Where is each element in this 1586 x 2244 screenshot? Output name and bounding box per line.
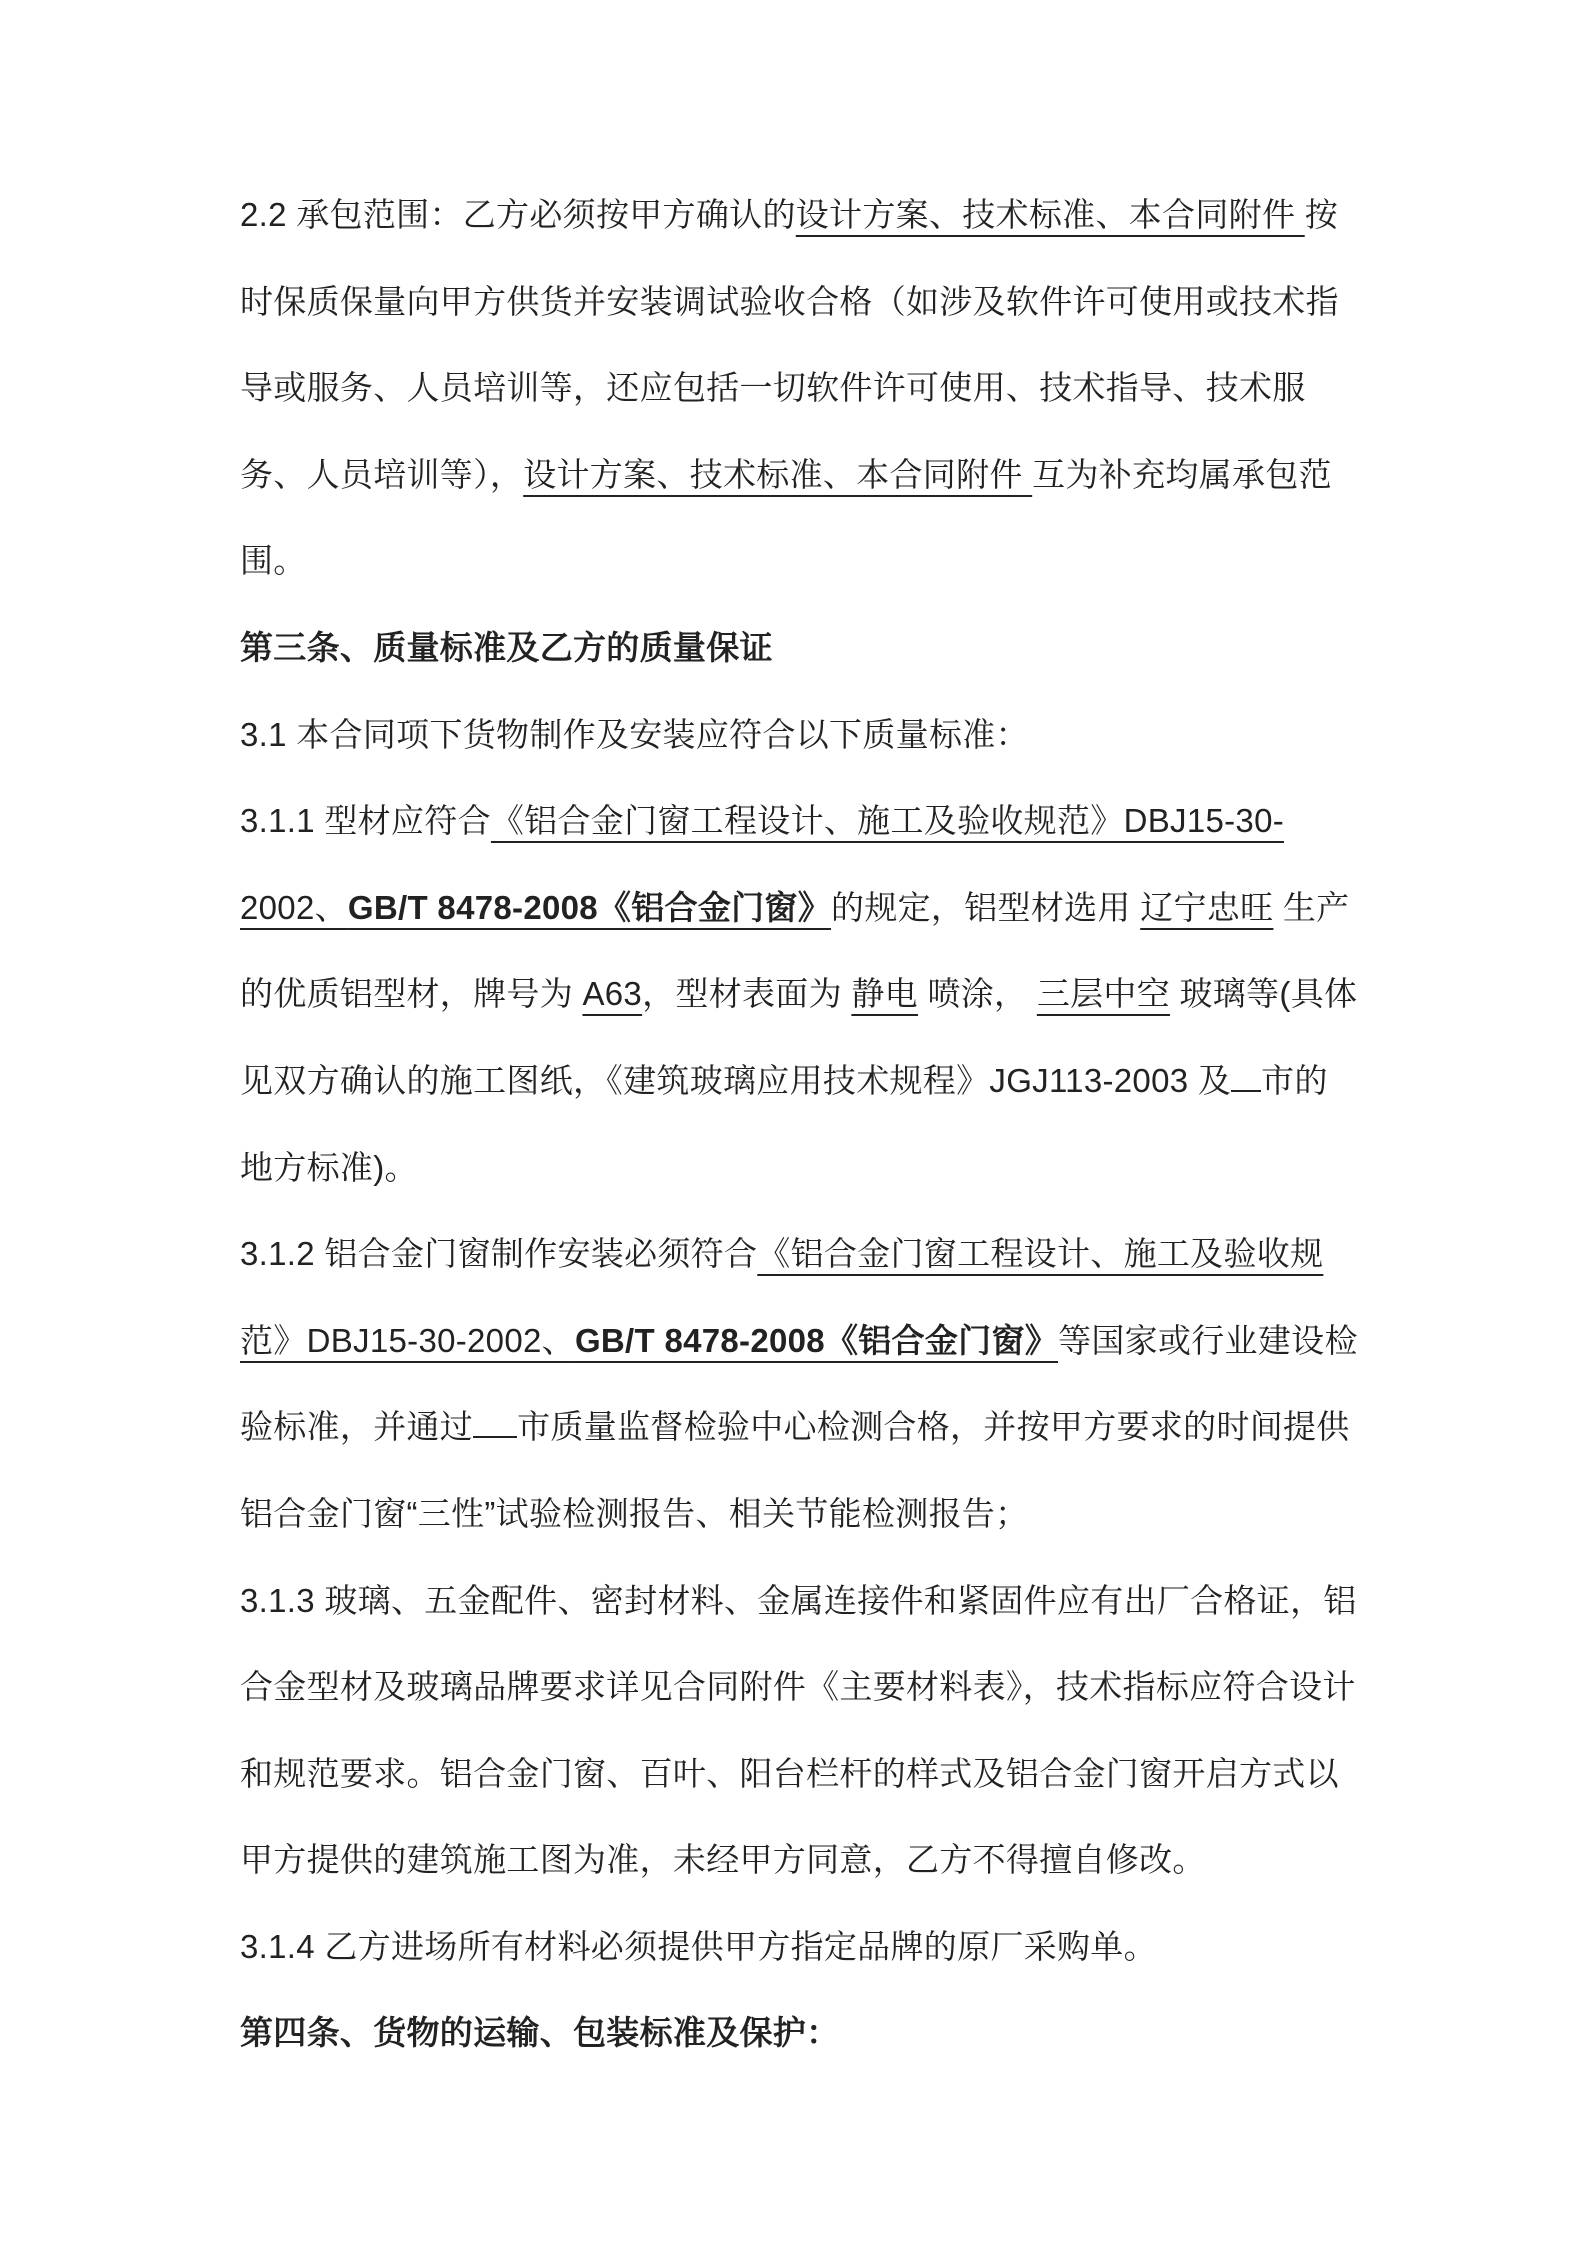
- clause-3-1-1-profile-brand: 辽宁忠旺: [1140, 888, 1274, 926]
- clause-3-1-4: 3.1.4 乙方进场所有材料必须提供甲方指定品牌的原厂采购单。: [240, 1927, 1157, 1965]
- article-4-heading: 第四条、货物的运输、包装标准及保护：: [240, 2014, 840, 2052]
- clause-3-1-1-text-4: ，型材表面为: [642, 975, 852, 1013]
- clause-2-2-text-2: 按时保质保量向甲方供货并安装调试验收合格（如涉及软件许可使用或技术指导或服务、人员培训等，还应包括一切软件许可使用、技术指导、技术服务、人员培训等），: [240, 196, 1339, 493]
- clause-3-1-2-city-blank: [473, 1402, 517, 1438]
- clause-3-1-2-text-1: 3.1.2 铝合金门窗制作安装必须符合: [240, 1235, 758, 1273]
- clause-2-2-filled-scope-1: 设计方案、技术标准、本合同附件: [795, 196, 1305, 233]
- clause-3-1-1-standard-ref-part-2: GB/T 8478-2008《铝合金门窗》: [347, 888, 832, 926]
- clause-2-2-text-3: 互为补充均属承包范围。: [240, 455, 1332, 580]
- clause-2-2-text-1: 2.2 承包范围：乙方必须按甲方确认的: [240, 196, 796, 233]
- clause-2-2-filled-scope-2: 设计方案、技术标准、本合同附件: [523, 455, 1033, 493]
- clause-3-1-3: 3.1.3 玻璃、五金配件、密封材料、金属连接件和紧固件应有出厂合格证，铝合金型材及玻璃品牌要求详见合同附件《主要材料表》，技术指标应符合设计和规范要求。铝合金门窗、百叶、阳台栏杆的样式及铝合金门窗开启方式以甲方提供的建筑施工图为准，未经甲方同意，乙方不得擅自修改。: [240, 1581, 1357, 1879]
- clause-3-1-1-text-7: 市的地方标准)。: [240, 1061, 1328, 1186]
- clause-3-1-1-text-5: 喷涂，: [917, 975, 1037, 1013]
- clause-3-1-1-surface-type: 静电: [851, 975, 918, 1013]
- clause-3-1-1-text-1: 3.1.1 型材应符合: [240, 802, 491, 840]
- clause-3-1-2-text-2: 等国家或行业建设检验标准，并通过: [240, 1321, 1358, 1446]
- article-3-heading: 第三条、质量标准及乙方的质量保证: [240, 628, 773, 666]
- clause-3-1-1-glass-type: 三层中空: [1036, 975, 1171, 1013]
- clause-3-1-1-text-2: 的规定，铝型材选用: [831, 888, 1141, 926]
- clause-3-1: 3.1 本合同项下货物制作及安装应符合以下质量标准：: [240, 715, 1029, 753]
- clause-3-1-2: [240, 1211, 1360, 1557]
- clause-3-1-2-text-3: 市质量监督检验中心检测合格，并按甲方要求的时间提供铝合金门窗“三性”试验检测报告、相关节能检测报告；: [240, 1408, 1350, 1532]
- clause-3-1-2-standard-ref-part-1: 《铝合金门窗工程设计、施工及验收规范》DBJ15-30-2002、: [240, 1235, 1324, 1359]
- clause-3-1-1-grade: A63: [582, 975, 643, 1013]
- clause-2-2: [240, 172, 1360, 605]
- clause-3-1-2-standard-ref-part-2: GB/T 8478-2008《铝合金门窗》: [574, 1321, 1059, 1359]
- clause-3-1-1-text-6: 玻璃等(具体见双方确认的施工图纸，《建筑玻璃应用技术规程》JGJ113-2003 及: [240, 975, 1358, 1099]
- clause-3-1-1-text-3: 生产的优质铝型材，牌号为: [240, 888, 1350, 1013]
- clause-3-1-1: [240, 778, 1360, 1211]
- clause-3-1-1-city-blank: [1231, 1056, 1261, 1092]
- document-body: [240, 172, 1360, 2077]
- clause-3-1-1-standard-ref-part-1: 《铝合金门窗工程设计、施工及验收规范》DBJ15-30-2002、: [240, 802, 1285, 926]
